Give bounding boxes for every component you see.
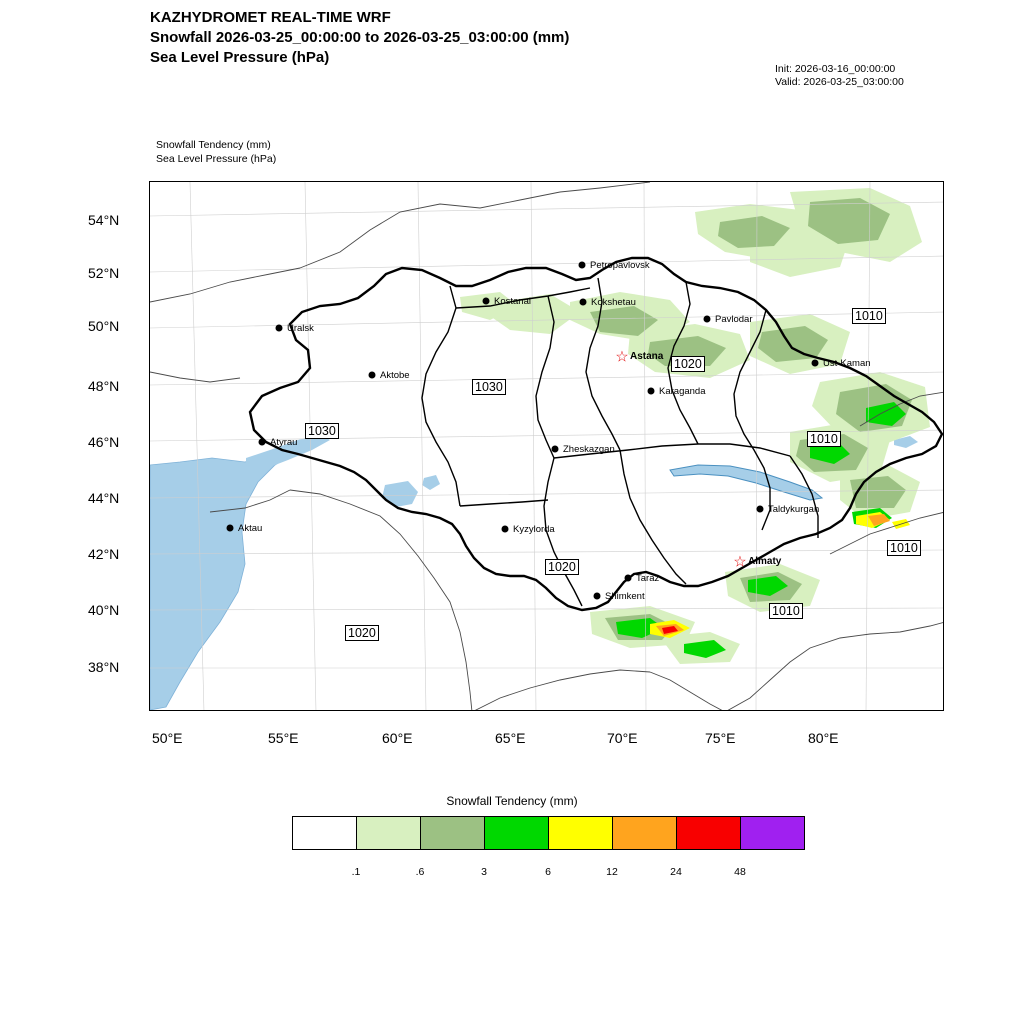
city-dot-taraz (625, 575, 632, 582)
y-tick-52n: 52°N (88, 265, 120, 281)
city-label-kostanai: Kostanai (494, 296, 531, 307)
isobar-label-1020-south: 1020 (545, 559, 579, 575)
city-dot-aktobe (369, 372, 376, 379)
city-label-shimkent: Shimkent (605, 591, 645, 602)
city-dot-ust-kamenogorsk (812, 360, 819, 367)
city-dot-kostanai (483, 298, 490, 305)
plot-legend-line-1: Snowfall Tendency (mm) (156, 139, 271, 151)
city-dot-karaganda (648, 388, 655, 395)
x-tick-80e: 80°E (808, 730, 839, 746)
y-tick-54n: 54°N (88, 212, 120, 228)
city-dot-uralsk (276, 325, 283, 332)
x-tick-75e: 75°E (705, 730, 736, 746)
city-dot-pavlodar (704, 316, 711, 323)
colorbar-title: Snowfall Tendency (mm) (446, 794, 578, 808)
colorbar-swatch-1 (357, 817, 421, 849)
weather-map[interactable] (149, 181, 944, 711)
colorbar-tick-5: 24 (670, 866, 682, 878)
colorbar-tick-1: .6 (415, 866, 425, 878)
isobar-label-1030-west: 1030 (305, 423, 339, 439)
city-label-almaty: Almaty (748, 556, 782, 567)
isobar-label-1010-south: 1010 (769, 603, 803, 619)
colorbar-tick-0: .1 (351, 866, 361, 878)
city-dot-atyrau (259, 439, 266, 446)
colorbar-tick-6: 48 (734, 866, 746, 878)
y-tick-46n: 46°N (88, 434, 120, 450)
colorbar-swatch-3 (485, 817, 549, 849)
isobar-label-1010-north: 1010 (852, 308, 886, 324)
isobar-label-1010-east: 1010 (807, 431, 841, 447)
colorbar-tick-2: 3 (481, 866, 487, 878)
y-tick-38n: 38°N (88, 659, 120, 675)
y-tick-42n: 42°N (88, 546, 120, 562)
colorbar-swatch-5 (613, 817, 677, 849)
city-dot-petropavlovsk (579, 262, 586, 269)
isobar-label-1010-southeast: 1010 (887, 540, 921, 556)
city-dot-aktau (227, 525, 234, 532)
capital-star-almaty: ☆ (733, 553, 747, 571)
plot-legend-line-2: Sea Level Pressure (hPa) (156, 153, 277, 165)
city-label-ust-kamenogorsk: Ust-Kaman (823, 358, 871, 369)
colorbar-swatch-0 (293, 817, 357, 849)
city-label-pavlodar: Pavlodar (715, 314, 753, 325)
x-tick-50e: 50°E (152, 730, 183, 746)
capital-star-astana: ☆ (615, 348, 629, 366)
city-label-aktau: Aktau (238, 523, 263, 534)
city-label-kokshetau: Kokshetau (591, 297, 636, 308)
isobar-label-1030-north: 1030 (472, 379, 506, 395)
city-dot-shimkent (594, 593, 601, 600)
colorbar-swatch-2 (421, 817, 485, 849)
city-label-atyrau: Atyrau (270, 437, 298, 448)
city-label-karaganda: Karaganda (659, 386, 706, 397)
isobar-label-1020-southwest: 1020 (345, 625, 379, 641)
init-time: Init: 2026-03-16_00:00:00 (775, 63, 896, 75)
lake-aral-small (422, 475, 440, 490)
city-dot-zheskazgan (552, 446, 559, 453)
colorbar-swatch-7 (741, 817, 804, 849)
x-tick-60e: 60°E (382, 730, 413, 746)
city-dot-taldykurgan (757, 506, 764, 513)
city-label-taraz: Taraz (636, 573, 660, 584)
city-dot-kyzylorda (502, 526, 509, 533)
colorbar-tick-4: 12 (606, 866, 618, 878)
colorbar (292, 816, 805, 850)
page-title: KAZHYDROMET REAL-TIME WRF (150, 9, 391, 26)
y-tick-44n: 44°N (88, 490, 120, 506)
city-label-astana: Astana (630, 351, 664, 362)
x-tick-70e: 70°E (607, 730, 638, 746)
x-tick-55e: 55°E (268, 730, 299, 746)
header-subtitle-snowfall: Snowfall 2026-03-25_00:00:00 to 2026-03-25_03:00:00 (mm) (150, 29, 570, 46)
header-title-block (150, 8, 569, 68)
colorbar-swatch-4 (549, 817, 613, 849)
header-subtitle-pressure: Sea Level Pressure (hPa) (150, 49, 330, 66)
valid-time: Valid: 2026-03-25_03:00:00 (775, 76, 904, 88)
colorbar-tick-3: 6 (545, 866, 551, 878)
y-tick-40n: 40°N (88, 602, 120, 618)
city-label-zheskazgan: Zheskazgan (563, 444, 615, 455)
x-tick-65e: 65°E (495, 730, 526, 746)
city-label-uralsk: Uralsk (287, 323, 314, 334)
caspian-sea (150, 438, 310, 710)
isobar-label-1020-central: 1020 (671, 356, 705, 372)
init-valid-block (775, 63, 904, 89)
city-label-kyzylorda: Kyzylorda (513, 524, 555, 535)
city-dot-kokshetau (580, 299, 587, 306)
city-label-petropavlovsk: Petropavlovsk (590, 260, 650, 271)
lake-aral (382, 481, 418, 507)
y-tick-48n: 48°N (88, 378, 120, 394)
city-label-aktobe: Aktobe (380, 370, 410, 381)
plot-legend (156, 138, 276, 166)
y-tick-50n: 50°N (88, 318, 120, 334)
colorbar-swatch-6 (677, 817, 741, 849)
city-label-taldykurgan: Taldykurgan (768, 504, 820, 515)
